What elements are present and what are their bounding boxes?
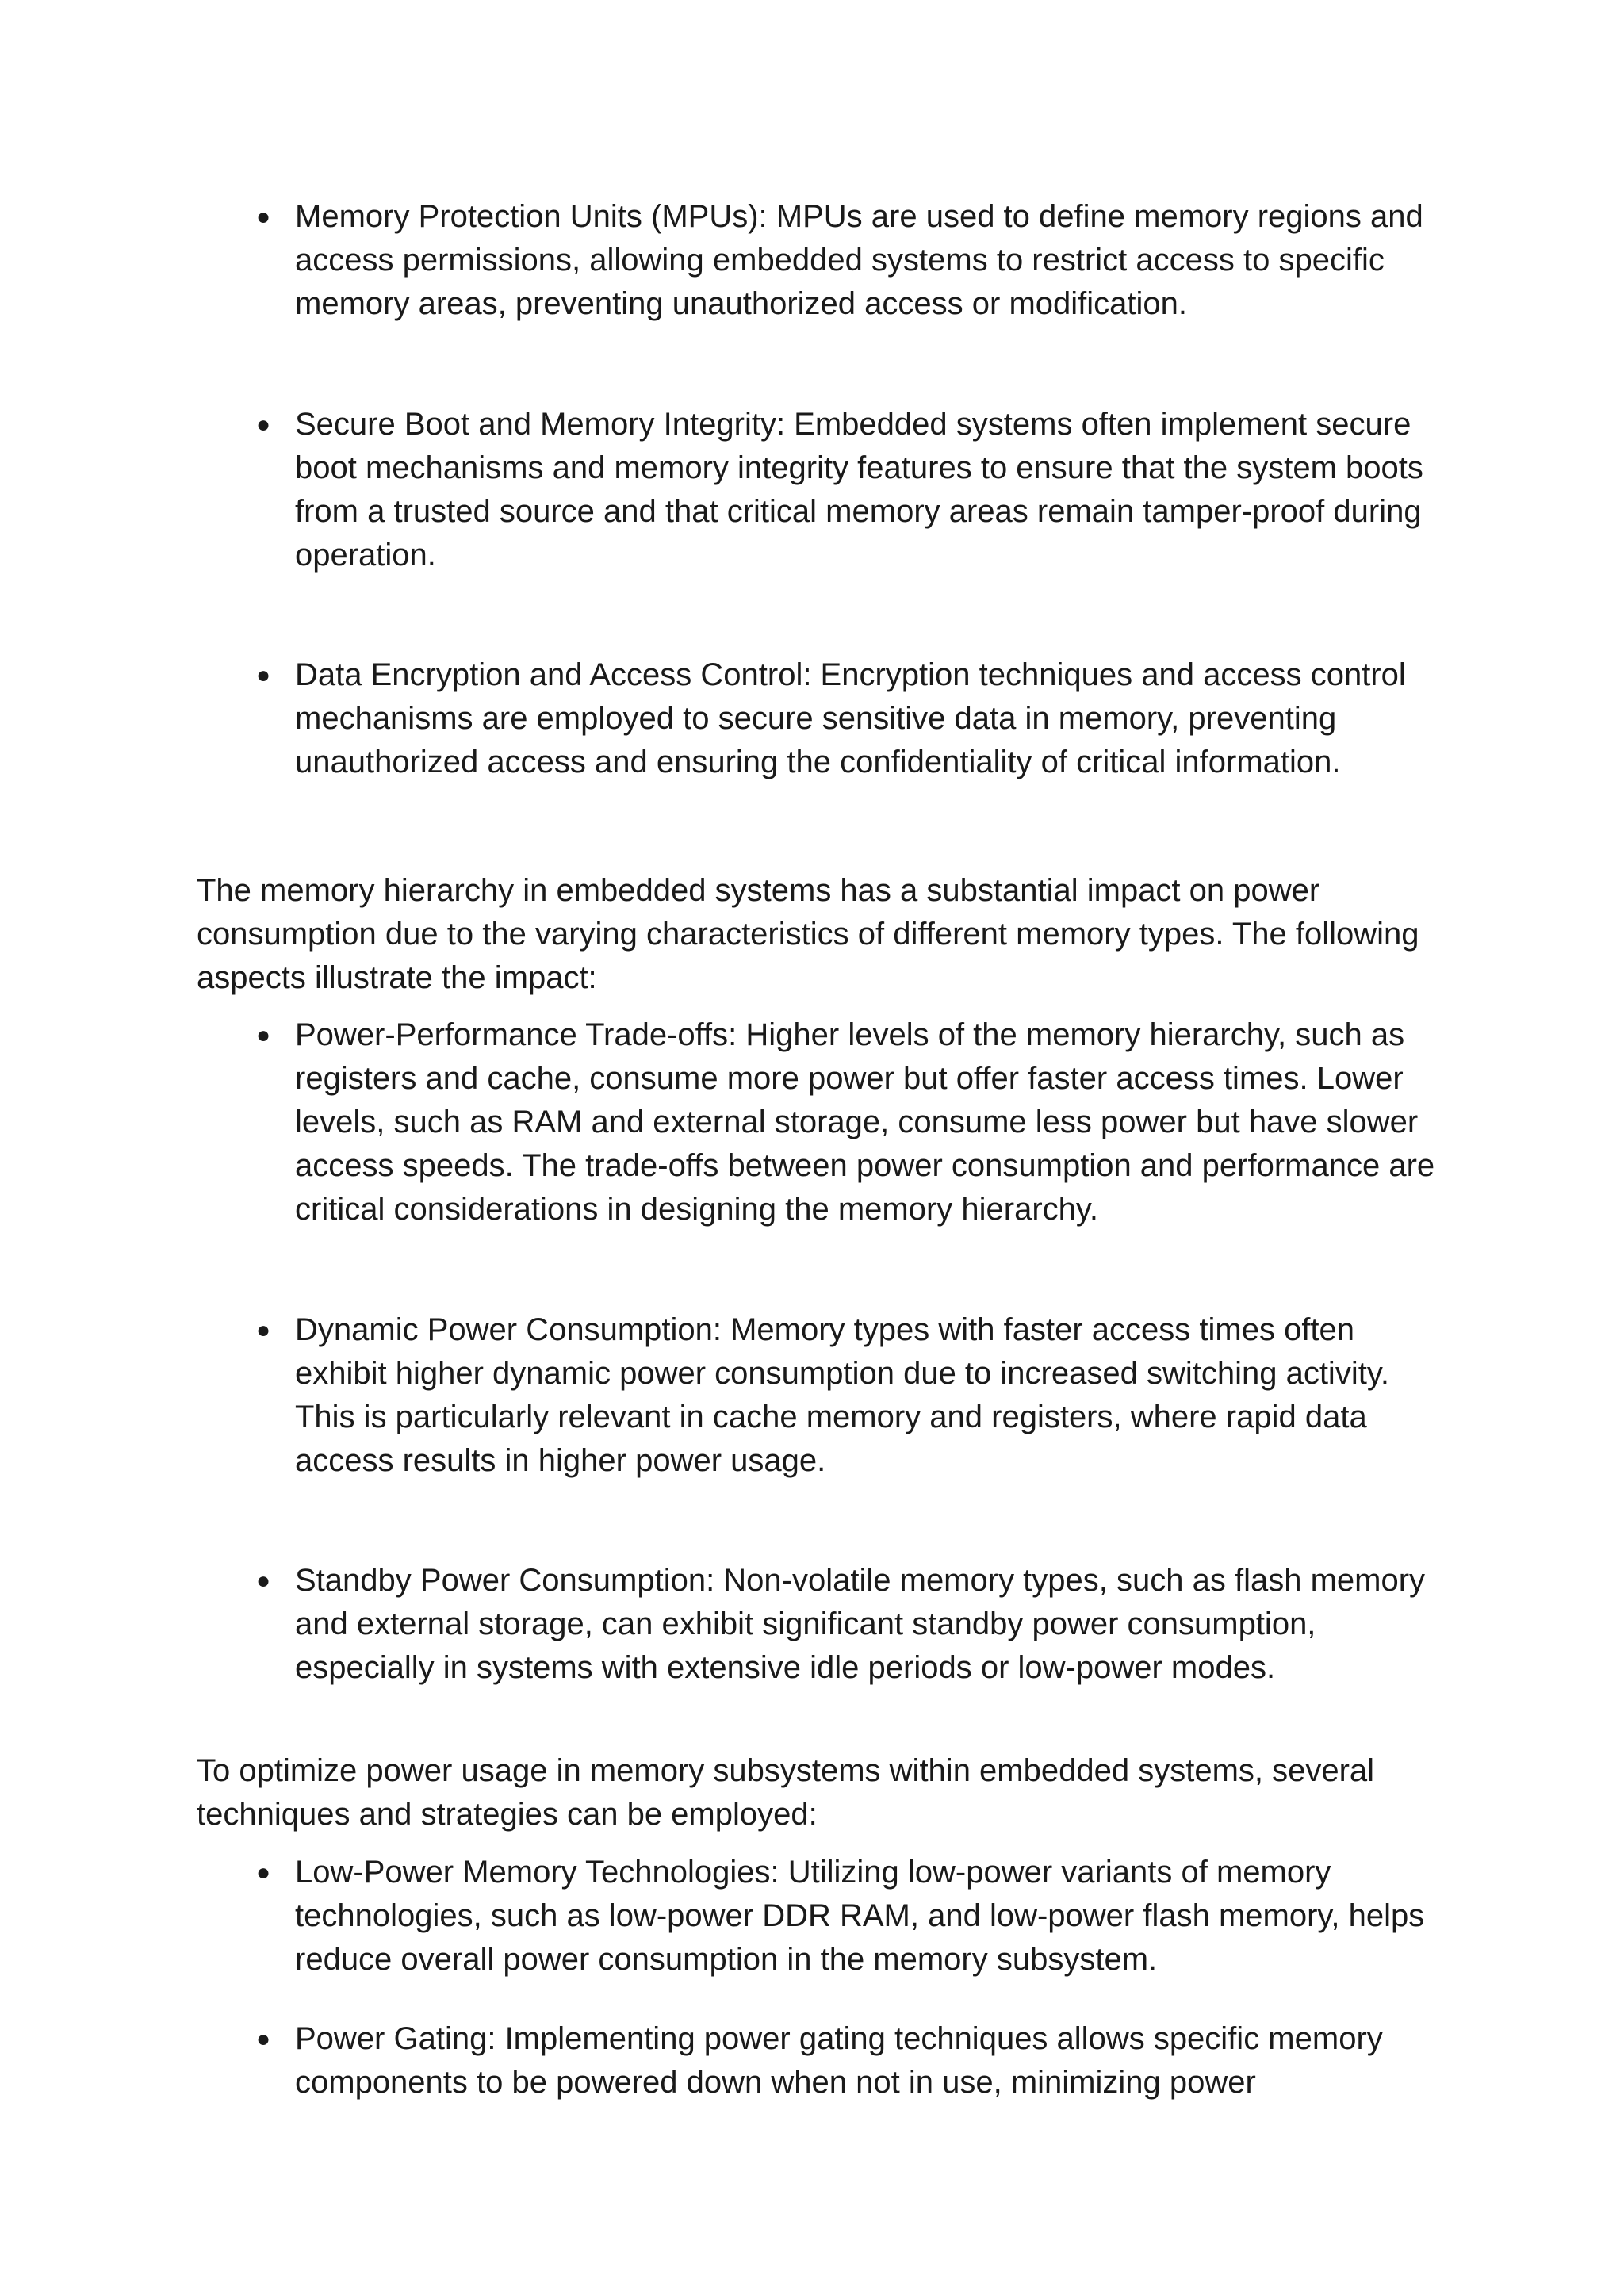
list-item [255,1308,1445,1483]
bullet-text-tradeoffs: Power-Performance Trade-offs: Higher levels of the memory hierarchy, such as registers and cache, consume more power but offer faster access times. Lower levels, such as RAM and external storage, consume less power but have slower access speeds. The trade-offs between power consumption and performance are critical considerations in designing the memory hierarchy. [295,1017,1435,1227]
bullet-icon: ● [255,412,271,438]
list-item [255,1013,1445,1231]
bullet-icon: ● [255,1568,271,1594]
bullet-icon: ● [255,1317,271,1343]
list-item [255,403,1445,577]
bullet-text-secure-boot: Secure Boot and Memory Integrity: Embedded systems often implement secure boot mechanisms and memory integrity features to ensure that the system boots from a trusted source and that critical memory areas remain tamper-proof during operation. [295,407,1423,573]
paragraph-optimize-power: To optimize power usage in memory subsystems within embedded systems, several techniques and strategies can be employed: [197,1753,1375,1832]
bullet-text-encryption: Data Encryption and Access Control: Encryption techniques and access control mechanisms are employed to secure sensitive data in memory, preventing unauthorized access and ensuring the confidentiality of critical information. [295,657,1406,779]
list-item [255,653,1445,784]
bullet-text-mpu: Memory Protection Units (MPUs): MPUs are used to define memory regions and access permissions, allowing embedded systems to restrict access to specific memory areas, preventing unauthorized access or modification. [295,199,1423,321]
paragraph-power-impact: The memory hierarchy in embedded systems has a substantial impact on power consumption due to the varying characteristics of different memory types. The following aspects illustrate the impact: [197,873,1419,995]
list-item [255,195,1445,326]
bullet-icon: ● [255,1859,271,1886]
list-item [255,1559,1445,1690]
bullet-icon: ● [255,204,271,230]
bullet-icon: ● [255,1022,271,1048]
bullet-text-standby-power: Standby Power Consumption: Non-volatile memory types, such as flash memory and external storage, can exhibit significant standby power consumption, especially in systems with extensive idle periods or low-power modes. [295,1563,1426,1685]
list-item [255,1851,1445,1982]
bullet-icon: ● [255,2026,271,2052]
list-item [255,2017,1445,2104]
bullet-icon: ● [255,662,271,688]
bullet-text-power-gating: Power Gating: Implementing power gating techniques allows specific memory components to be powered down when not in use, minimizing power [295,2021,1383,2100]
bullet-text-low-power-tech: Low-Power Memory Technologies: Utilizing low-power variants of memory technologies, such as low-power DDR RAM, and low-power flash memory, helps reduce overall power consumption in the memory subsystem. [295,1855,1425,1977]
bullet-text-dynamic-power: Dynamic Power Consumption: Memory types with faster access times often exhibit higher dynamic power consumption due to increased switching activity. This is particularly relevant in cache memory and registers, where rapid data access results in higher power usage. [295,1312,1389,1478]
